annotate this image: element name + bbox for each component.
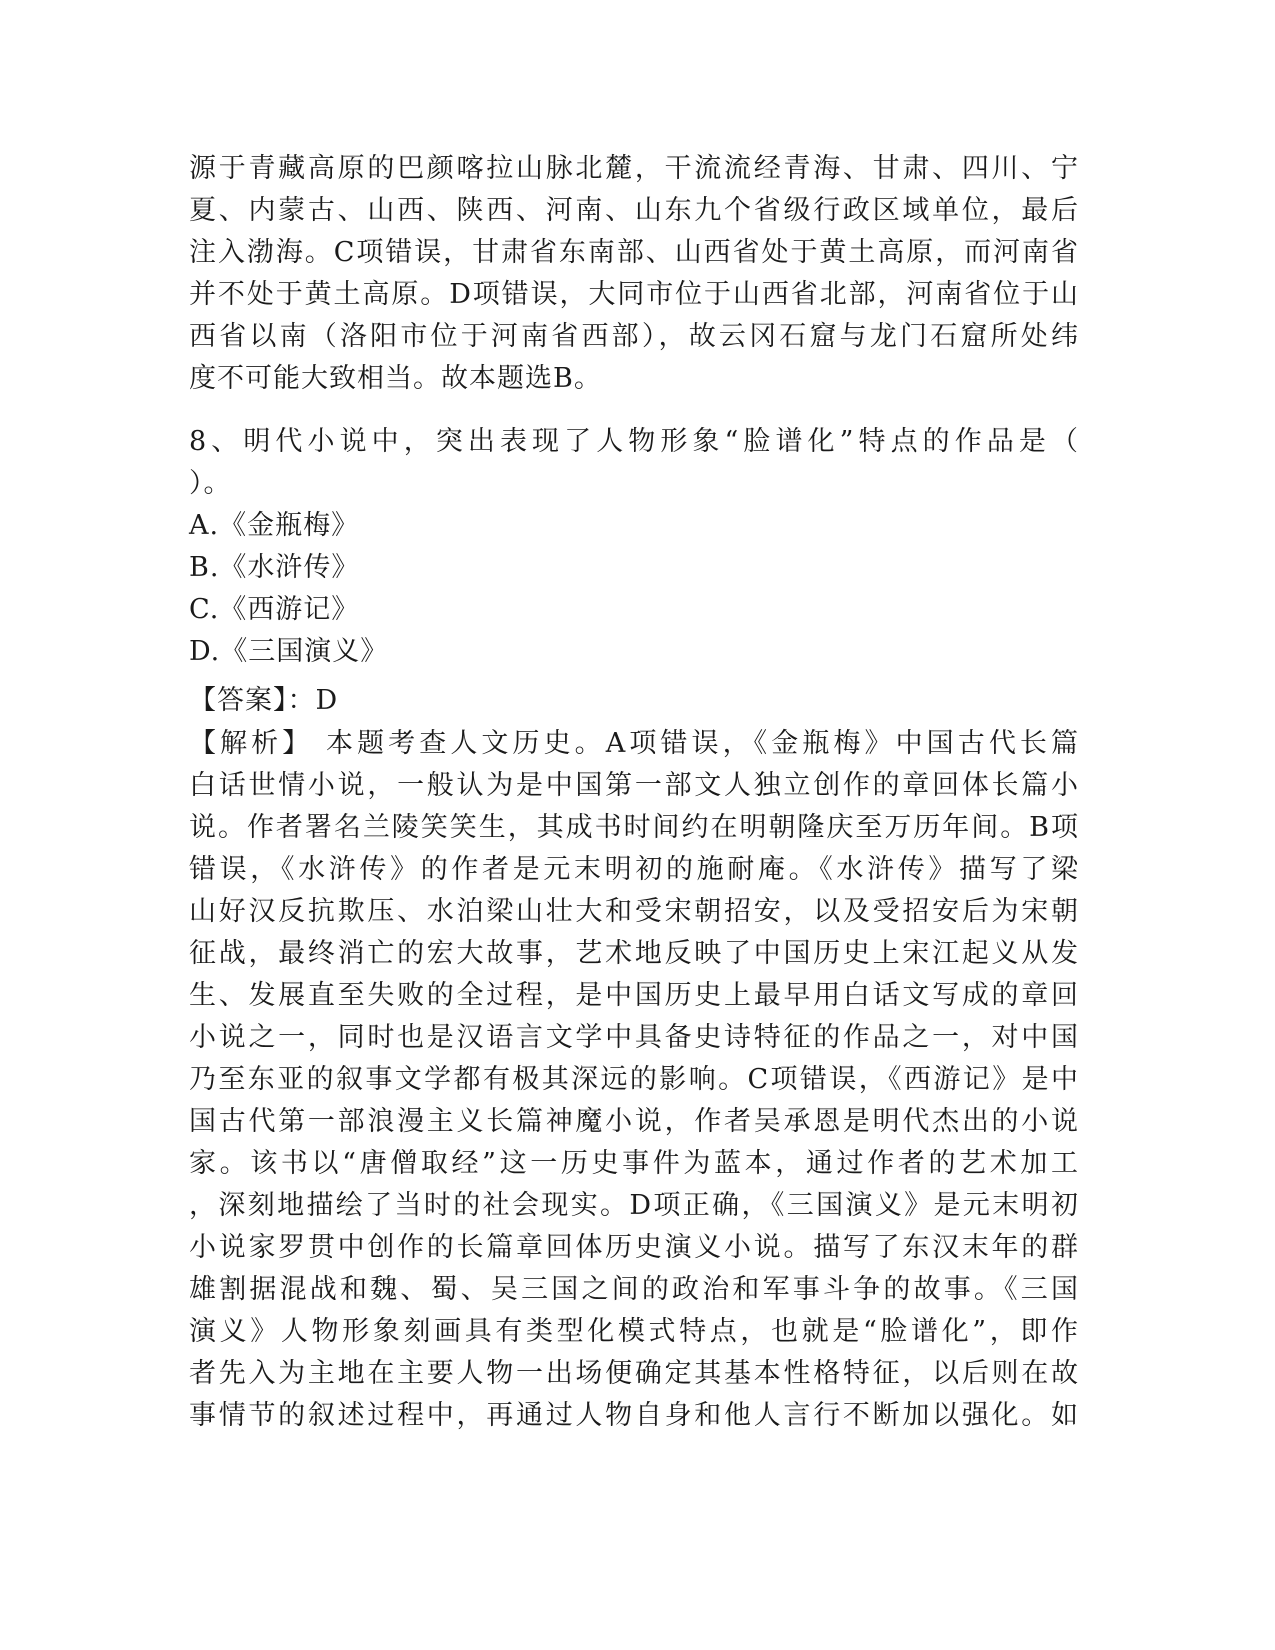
question-8	[189, 421, 1079, 673]
text-line: 小说之一，同时也是汉语言文学中具备史诗特征的作品之一，对中国	[189, 1022, 1079, 1053]
text-line: 事情节的叙述过程中，再通过人物自身和他人言行不断加以强化。如	[189, 1400, 1079, 1431]
text-line: 错误，《水浒传》的作者是元末明初的施耐庵。《水浒传》描写了梁	[189, 854, 1079, 885]
answer-line	[189, 680, 1079, 722]
text-line: 演义》人物形象刻画具有类型化模式特点，也就是“脸谱化”，即作	[189, 1316, 1079, 1347]
text-line: 乃至东亚的叙事文学都有极其深远的影响。C项错误，《西游记》是中	[189, 1064, 1079, 1095]
text-line: 家。该书以“唐僧取经”这一历史事件为蓝本，通过作者的艺术加工	[189, 1148, 1079, 1179]
previous-explanation-paragraph	[189, 148, 1079, 400]
option-b: B.《水浒传》	[189, 552, 360, 583]
question-stem-line: 8、明代小说中，突出表现了人物形象“脸谱化”特点的作品是（	[189, 426, 1079, 457]
text-line: 国古代第一部浪漫主义长篇神魔小说，作者吴承恩是明代杰出的小说	[189, 1106, 1079, 1137]
text-line: 注入渤海。C项错误，甘肃省东南部、山西省处于黄土高原，而河南省	[189, 237, 1079, 268]
text-line: 生、发展直至失败的全过程，是中国历史上最早用白话文写成的章回	[189, 980, 1079, 1011]
text-line: 【解析】 本题考查人文历史。A项错误，《金瓶梅》中国古代长篇	[189, 728, 1079, 759]
text-line: 度不可能大致相当。故本题选B。	[189, 363, 602, 394]
explanation-paragraph	[189, 723, 1079, 1437]
text-line: 山好汉反抗欺压、水泊梁山壮大和受宋朝招安，以及受招安后为宋朝	[189, 896, 1079, 927]
text-line: 小说家罗贯中创作的长篇章回体历史演义小说。描写了东汉末年的群	[189, 1232, 1079, 1263]
text-line: 源于青藏高原的巴颜喀拉山脉北麓，干流流经青海、甘肃、四川、宁	[189, 153, 1079, 184]
question-stem-line: ）。	[189, 468, 232, 499]
text-line: 西省以南（洛阳市位于河南省西部），故云冈石窟与龙门石窟所处纬	[189, 321, 1079, 352]
option-a: A.《金瓶梅》	[189, 510, 360, 541]
text-line: ，深刻地描绘了当时的社会现实。D项正确，《三国演义》是元末明初	[189, 1190, 1079, 1221]
text-line: 者先入为主地在主要人物一出场便确定其基本性格特征，以后则在故	[189, 1358, 1079, 1389]
text-line: 雄割据混战和魏、蜀、吴三国之间的政治和军事斗争的故事。《三国	[189, 1274, 1079, 1305]
text-line: 并不处于黄土高原。D项错误，大同市位于山西省北部，河南省位于山	[189, 279, 1079, 310]
text-line: 说。作者署名兰陵笑笑生，其成书时间约在明朝隆庆至万历年间。B项	[189, 812, 1079, 843]
text-line: 征战，最终消亡的宏大故事，艺术地反映了中国历史上宋江起义从发	[189, 938, 1079, 969]
answer-text: 【答案】：D	[189, 685, 339, 716]
option-d: D.《三国演义》	[189, 636, 389, 667]
text-line: 夏、内蒙古、山西、陕西、河南、山东九个省级行政区域单位，最后	[189, 195, 1079, 226]
option-c: C.《西游记》	[189, 594, 360, 625]
text-line: 白话世情小说，一般认为是中国第一部文人独立创作的章回体长篇小	[189, 770, 1079, 801]
